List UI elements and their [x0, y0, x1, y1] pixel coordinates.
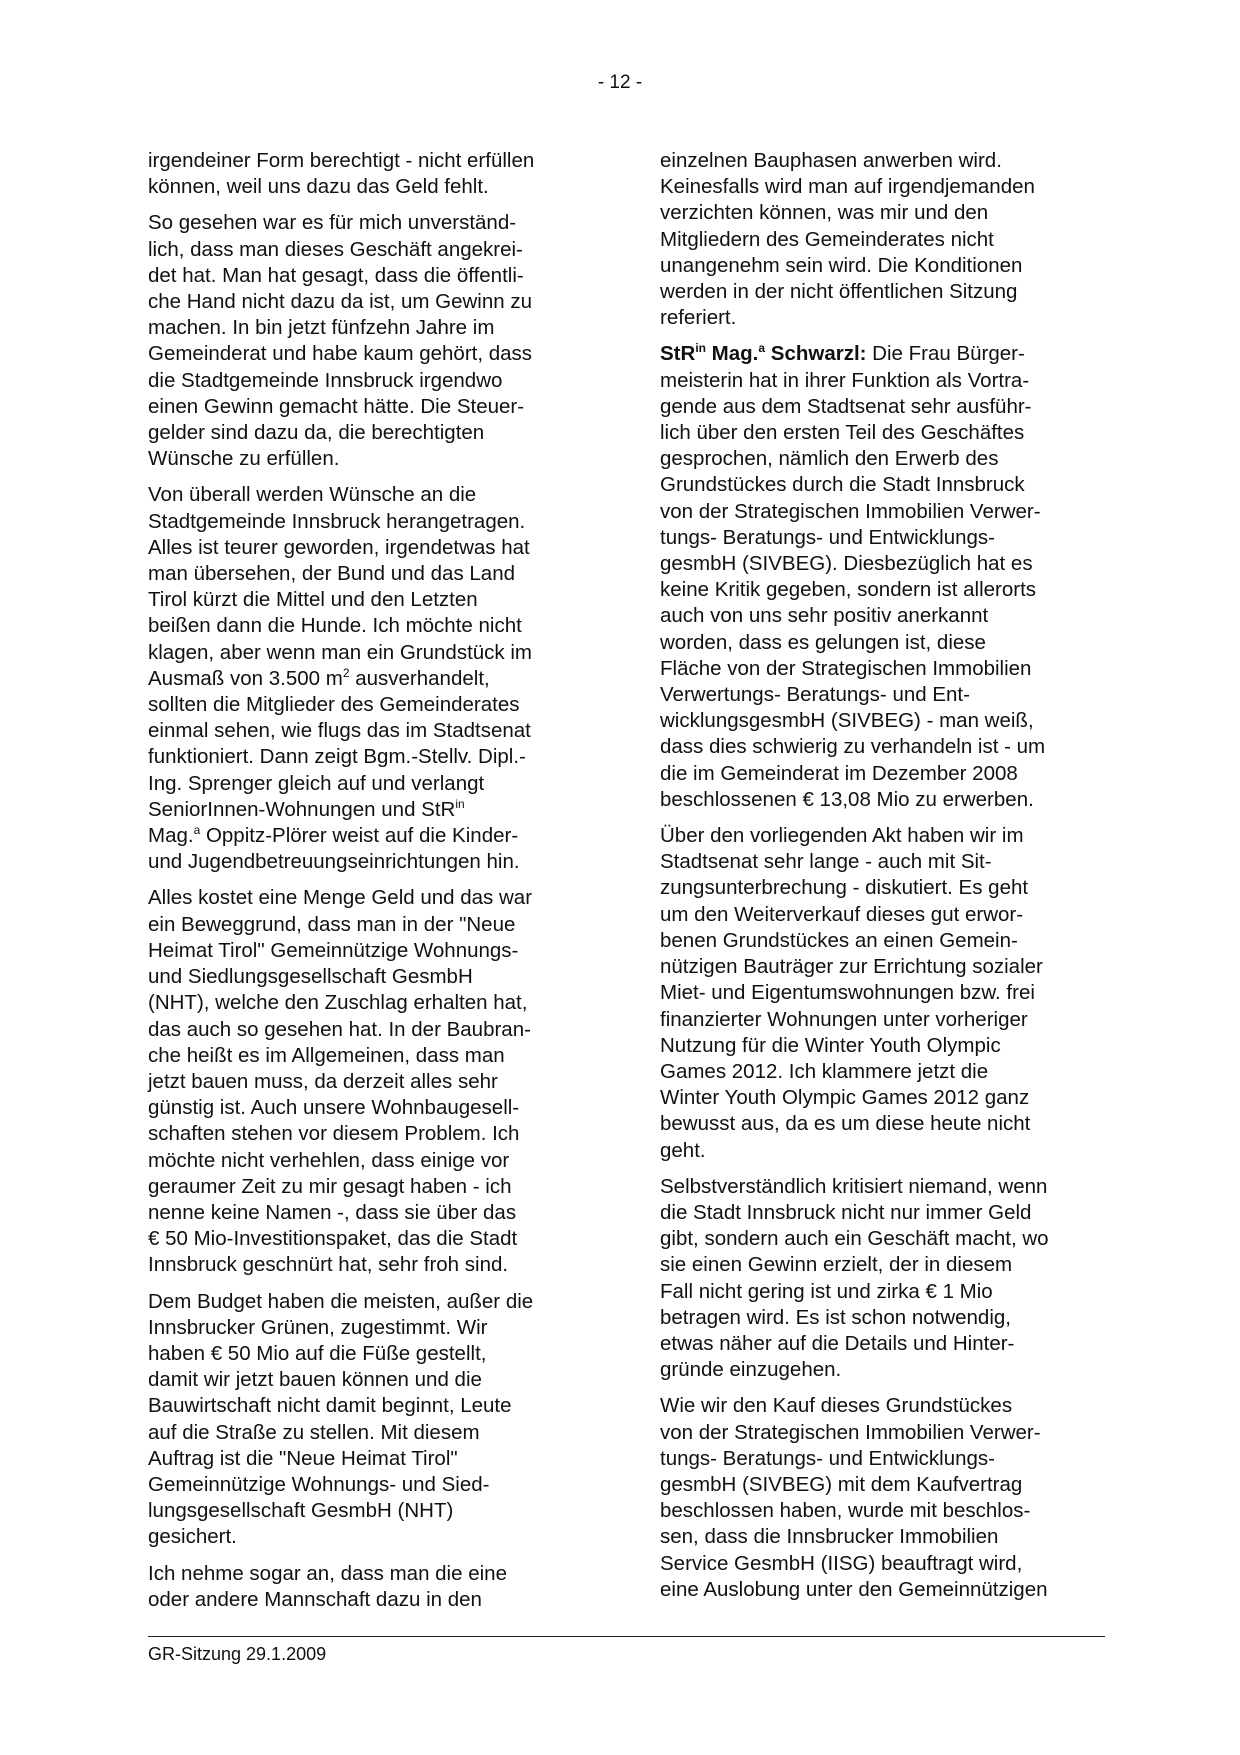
page-number: - 12 - [597, 72, 643, 93]
paragraph: So gesehen war es für mich unverständ- lich, dass man dieses Geschäft angekrei- det hat. Man hat gesagt, dass die öffentli- che Hand nicht dazu da ist, um Gewinn zu machen. In bin jetzt fünfzehn Jahre im Gemeinderat und habe kaum gehört, dass die Stadtgemeinde Innsbruck irgendwo einen Gewinn gemacht hätte. Die Steuer- gelder sind dazu da, die berechtigten Wünsche zu erfüllen. [148, 211, 533, 471]
paragraph [148, 482, 588, 875]
text-run: Schwarzl: [765, 342, 867, 366]
superscript: in [695, 341, 706, 356]
text-run: Die Frau Bürger- meisterin hat in ihrer Funktion als Vortra- gende aus dem Stadtsenat sehr ausführ- lich über den ersten Teil des Geschäftes gesprochen, nämlich den Erwerb des Grundstückes durch die Stadt Innsbruck von der Strategischen Immobilien Verwer- tungs- Beratungs- und Entwicklungs- gesmbH (SIVBEG). Diesbezüglich hat es keine Kritik gegeben, sondern ist allerorts auch von uns sehr positiv anerkannt worden, dass es gelungen ist, diese Fläche von der Strategischen Immobilien Verwertungs- Beratungs- und Ent- wicklungsgesmbH (SIVBEG) - man weiß, dass dies schwierig zu verhandeln ist - um die im Gemeinderat im Dezember 2008 beschlossenen € 13,08 Mio zu erwerben. [660, 342, 1046, 811]
left-column [148, 148, 588, 1623]
speaker-name [660, 342, 866, 365]
footer-divider [148, 1636, 1105, 1637]
superscript: in [455, 796, 465, 811]
text-run: Mag. [148, 824, 194, 848]
paragraph: Selbstverständlich kritisiert niemand, wenn die Stadt Innsbruck nicht nur immer Geld gibt, sondern auch ein Geschäft macht, wo sie einen Gewinn erzielt, der in diesem Fall nicht gering ist und zirka € 1 Mio betragen wird. Es ist schon notwendig, etwas näher auf die Details und Hinter- gründe einzugehen. [660, 1174, 1049, 1382]
paragraph: Dem Budget haben die meisten, außer die Innsbrucker Grünen, zugestimmt. Wir haben € 50 Mio auf die Füße gestellt, damit wir jetzt bauen können und die Bauwirtschaft nicht damit beginnt, Leute auf die Straße zu stellen. Mit diesem Auftrag ist die "Neue Heimat Tirol" Gemeinnützige Wohnungs- und Sied- lungsgesellschaft GesmbH (NHT) gesichert. [148, 1289, 534, 1549]
text-run: Von überall werden Wünsche an die Stadtgemeinde Innsbruck herangetragen. Alles ist teurer geworden, irgendetwas hat man übersehen, der Bund und das Land Tirol kürzt die Mittel und den Letzten beißen dann die Hunde. Ich möchte nicht klagen, aber wenn man ein Grundstück im Ausmaß von 3.500 m [148, 483, 533, 690]
text-run: StR [660, 342, 696, 366]
paragraph: Über den vorliegenden Akt haben wir im Stadtsenat sehr lange - auch mit Sit- zungsunterbrechung - diskutiert. Es geht um den Weiterverkauf dieses gut erwor- benen Grundstückes an einen Gemein- nützigen Bauträger zur Errichtung sozialer Miet- und Eigentumswohnungen bzw. frei finanzierter Wohnungen unter vorheriger Nutzung für die Winter Youth Olympic Games 2012. Ich klammere jetzt die Winter Youth Olympic Games 2012 ganz bewusst aus, da es um diese heute nicht geht. [660, 824, 1043, 1162]
text-run: ausverhandelt, sollten die Mitglieder des Gemeinderates einmal sehen, wie flugs das im Stadtsenat funktioniert. Dann zeigt Bgm.-Stellv. Dipl.- Ing. Sprenger gleich auf und verlangt SeniorInnen-Wohnungen und StR [148, 666, 531, 821]
paragraph: Wie wir den Kauf dieses Grundstückes von der Strategischen Immobilien Verwer- tungs- Beratungs- und Entwicklungs- gesmbH (SIVBEG) mit dem Kaufvertrag beschlossen haben, wurde mit beschlos- sen, dass die Innsbrucker Immobilien Service GesmbH (IISG) beauftragt wird, eine Auslobung unter den Gemeinnützigen [660, 1394, 1048, 1601]
text-run: Oppitz-Plörer weist auf die Kinder- und Jugendbetreuungseinrichtungen hin. [148, 824, 520, 874]
right-column [660, 148, 1105, 1613]
paragraph: Ich nehme sogar an, dass man die eine oder andere Mannschaft dazu in den [148, 1561, 507, 1611]
text-run: Mag. [705, 342, 759, 366]
superscript: 2 [342, 665, 350, 680]
paragraph: einzelnen Bauphasen anwerben wird. Keinesfalls wird man auf irgendjemanden verzichten können, was mir und den Mitgliedern des Gemeinderates nicht unangenehm sein wird. Die Konditionen werden in der nicht öffentlichen Sitzung referiert. [660, 149, 1035, 330]
superscript: a [193, 823, 201, 838]
paragraph: Alles kostet eine Menge Geld und das war ein Beweggrund, dass man in der "Neue Heimat Tirol" Gemeinnützige Wohnungs- und Siedlungsgesellschaft GesmbH (NHT), welche den Zuschlag erhalten hat, das auch so gesehen hat. In der Baubran- che heißt es im Allgemeinen, dass man jetzt bauen muss, da derzeit alles sehr günstig ist. Auch unsere Wohnbaugesell- schaften stehen vor diesem Problem. Ich möchte nicht verhehlen, dass einige vor geraumer Zeit zu mir gesagt haben - ich nenne keine Namen -, dass sie über das € 50 Mio-Investitionspaket, das die Stadt Innsbruck geschnürt hat, sehr froh sind. [148, 886, 533, 1277]
paragraph [660, 341, 1105, 813]
paragraph: irgendeiner Form berechtigt - nicht erfüllen können, weil uns dazu das Geld fehlt. [148, 149, 535, 199]
footer-text: GR-Sitzung 29.1.2009 [148, 1644, 327, 1664]
superscript: a [758, 341, 766, 356]
